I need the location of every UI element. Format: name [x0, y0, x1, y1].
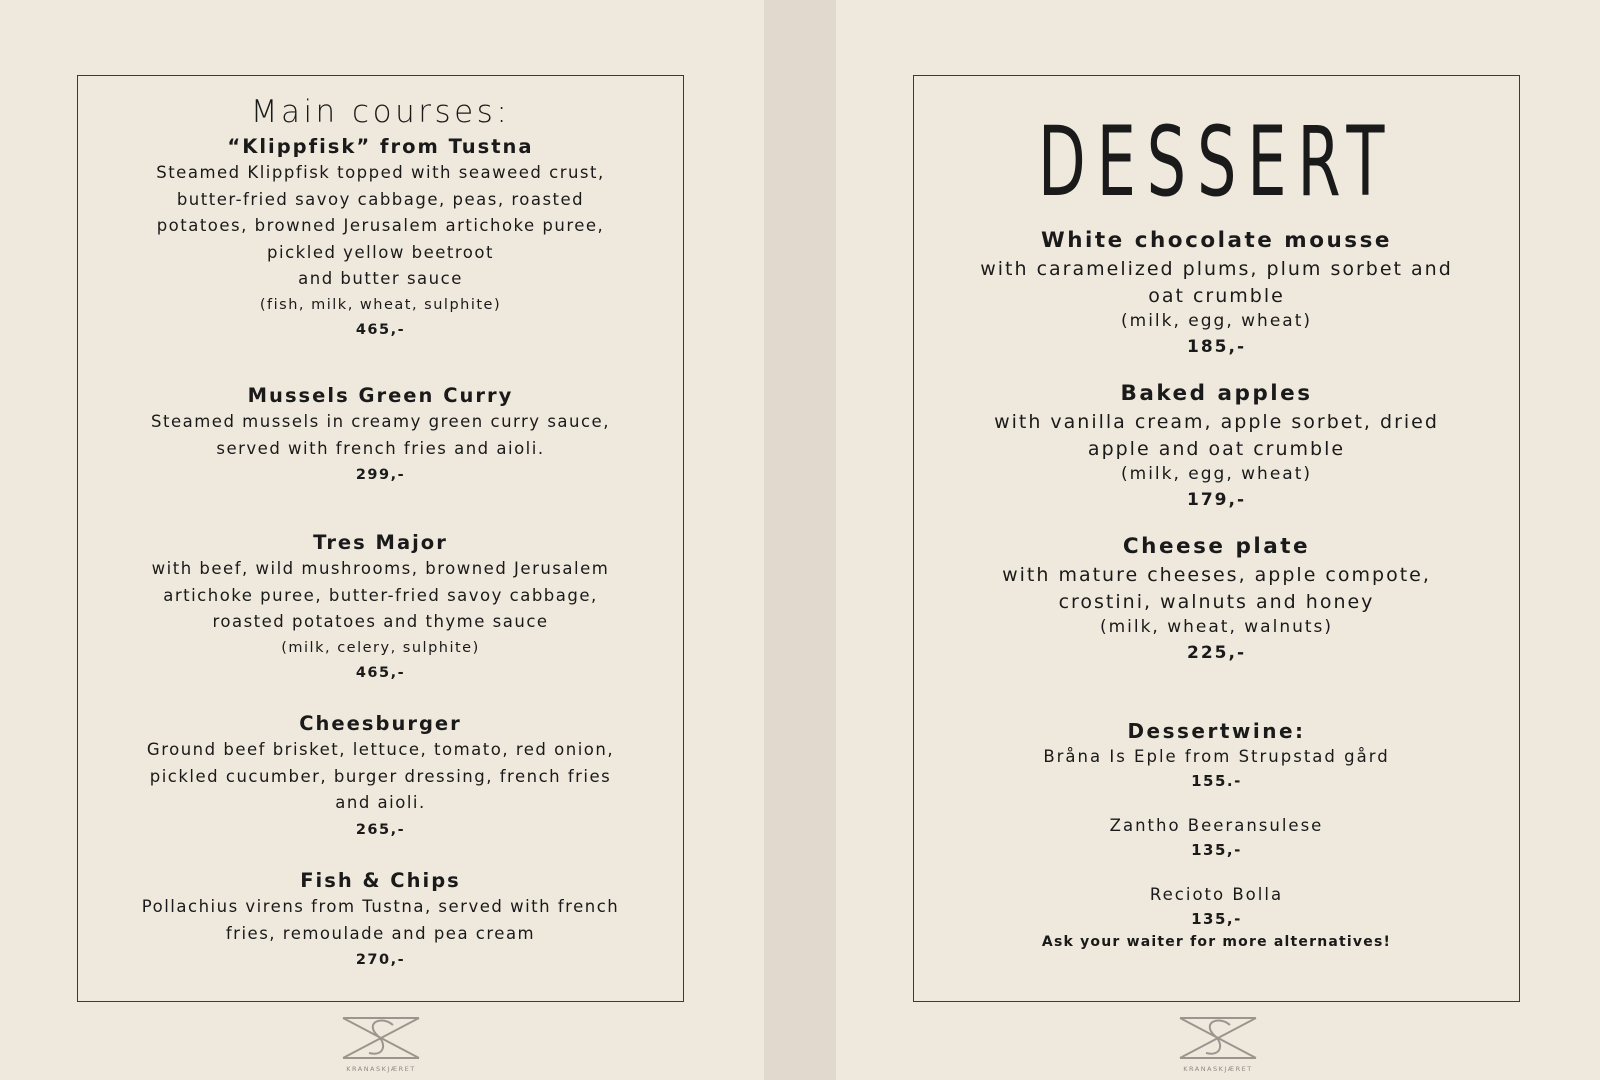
item-price: 465,- [355, 321, 406, 338]
item-desc-line: with vanilla cream, apple sorbet, dried [994, 411, 1439, 433]
item-desc-line: Steamed mussels in creamy green curry sauce, [151, 412, 610, 431]
item-price: 185,- [1187, 337, 1246, 357]
item-desc-line: with beef, wild mushrooms, browned Jerusalem [151, 559, 610, 578]
item-desc-line: artichoke puree, butter-fried savoy cabbage, [163, 585, 598, 605]
item-desc-line: served with french fries and aioli. [216, 438, 545, 458]
page-gutter [764, 0, 836, 1080]
item-desc-line: and butter sauce [298, 269, 463, 288]
item-desc-line: crostini, walnuts and honey [1058, 590, 1375, 613]
item-desc-line: Pollachius virens from Tustna, served with french [141, 897, 620, 916]
wine-name: Bråna Is Eple from Strupstad gård [1043, 747, 1390, 766]
item-price: 225,- [1187, 643, 1246, 663]
dessertwine-section [914, 717, 1519, 953]
logo-text: KRANASKJÆRET [1183, 1065, 1253, 1073]
page-title: DESSERT [1037, 106, 1396, 218]
section-title: Dessertwine: [1127, 719, 1306, 743]
item-price: 465,- [355, 664, 406, 681]
item-price: 270,- [355, 952, 406, 968]
menu-item [78, 868, 683, 973]
item-desc-line: oat crumble [1148, 284, 1285, 307]
item-desc-line: butter-fried savoy cabbage, peas, roasted [176, 189, 585, 209]
item-allergens: (milk, wheat, walnuts) [1099, 617, 1334, 637]
item-desc-line: apple and oat crumble [1087, 437, 1346, 460]
item-allergens: (milk, celery, sulphite) [281, 639, 480, 656]
logo-mark-icon [341, 1013, 421, 1063]
menu-item [914, 226, 1519, 361]
menu-item [78, 383, 683, 488]
item-name: White chocolate mousse [1041, 228, 1392, 253]
item-name: Cheese plate [1122, 534, 1311, 559]
waiter-note: Ask your waiter for more alternatives! [1041, 934, 1392, 950]
item-price: 265,- [355, 821, 406, 838]
item-desc-line: potatoes, browned Jerusalem artichoke puree, [156, 216, 605, 235]
menu-item [78, 711, 683, 843]
restaurant-logo [1178, 1013, 1258, 1075]
item-desc-line: Ground beef brisket, lettuce, tomato, red onion, [146, 740, 615, 759]
item-allergens: (milk, egg, wheat) [1121, 311, 1312, 331]
wine-price: 135,- [1191, 841, 1242, 859]
logo-text: KRANASKJÆRET [346, 1065, 416, 1073]
main-courses-panel [77, 75, 684, 1002]
item-name: Baked apples [1120, 381, 1313, 406]
wine-price: 135,- [1191, 910, 1242, 928]
item-desc-line: pickled cucumber, burger dressing, french fries [149, 766, 612, 786]
item-allergens: (fish, milk, wheat, sulphite) [259, 296, 502, 313]
logo-mark-icon [1178, 1013, 1258, 1063]
item-desc-line: and aioli. [335, 793, 426, 812]
item-name: Mussels Green Curry [247, 384, 514, 407]
page-title: Main courses: [250, 94, 511, 130]
wine-name: Recioto Bolla [1149, 885, 1284, 904]
menu-item [78, 134, 683, 343]
restaurant-logo [341, 1013, 421, 1075]
item-allergens: (milk, egg, wheat) [1121, 464, 1312, 484]
item-desc-line: pickled yellow beetroot [267, 242, 494, 262]
dessert-panel [913, 75, 1520, 1002]
item-name: Cheesburger [299, 712, 462, 735]
item-price: 179,- [1187, 490, 1246, 510]
item-price: 299,- [355, 467, 406, 483]
item-name: “Klippfisk” from Tustna [227, 135, 534, 158]
item-desc-line: roasted potatoes and thyme sauce [212, 612, 549, 631]
wine-price: 155.- [1191, 772, 1242, 790]
item-desc-line: with mature cheeses, apple compote, [1002, 564, 1431, 586]
menu-item [78, 530, 683, 686]
item-desc-line: fries, remoulade and pea cream [225, 923, 536, 943]
item-desc-line: Steamed Klippfisk topped with seaweed crust, [156, 163, 605, 182]
item-desc-line: with caramelized plums, plum sorbet and [980, 258, 1453, 280]
menu-item [914, 379, 1519, 514]
item-name: Tres Major [313, 531, 448, 554]
wine-name: Zantho Beeransulese [1109, 816, 1324, 835]
menu-item [914, 532, 1519, 667]
item-name: Fish & Chips [300, 869, 461, 892]
